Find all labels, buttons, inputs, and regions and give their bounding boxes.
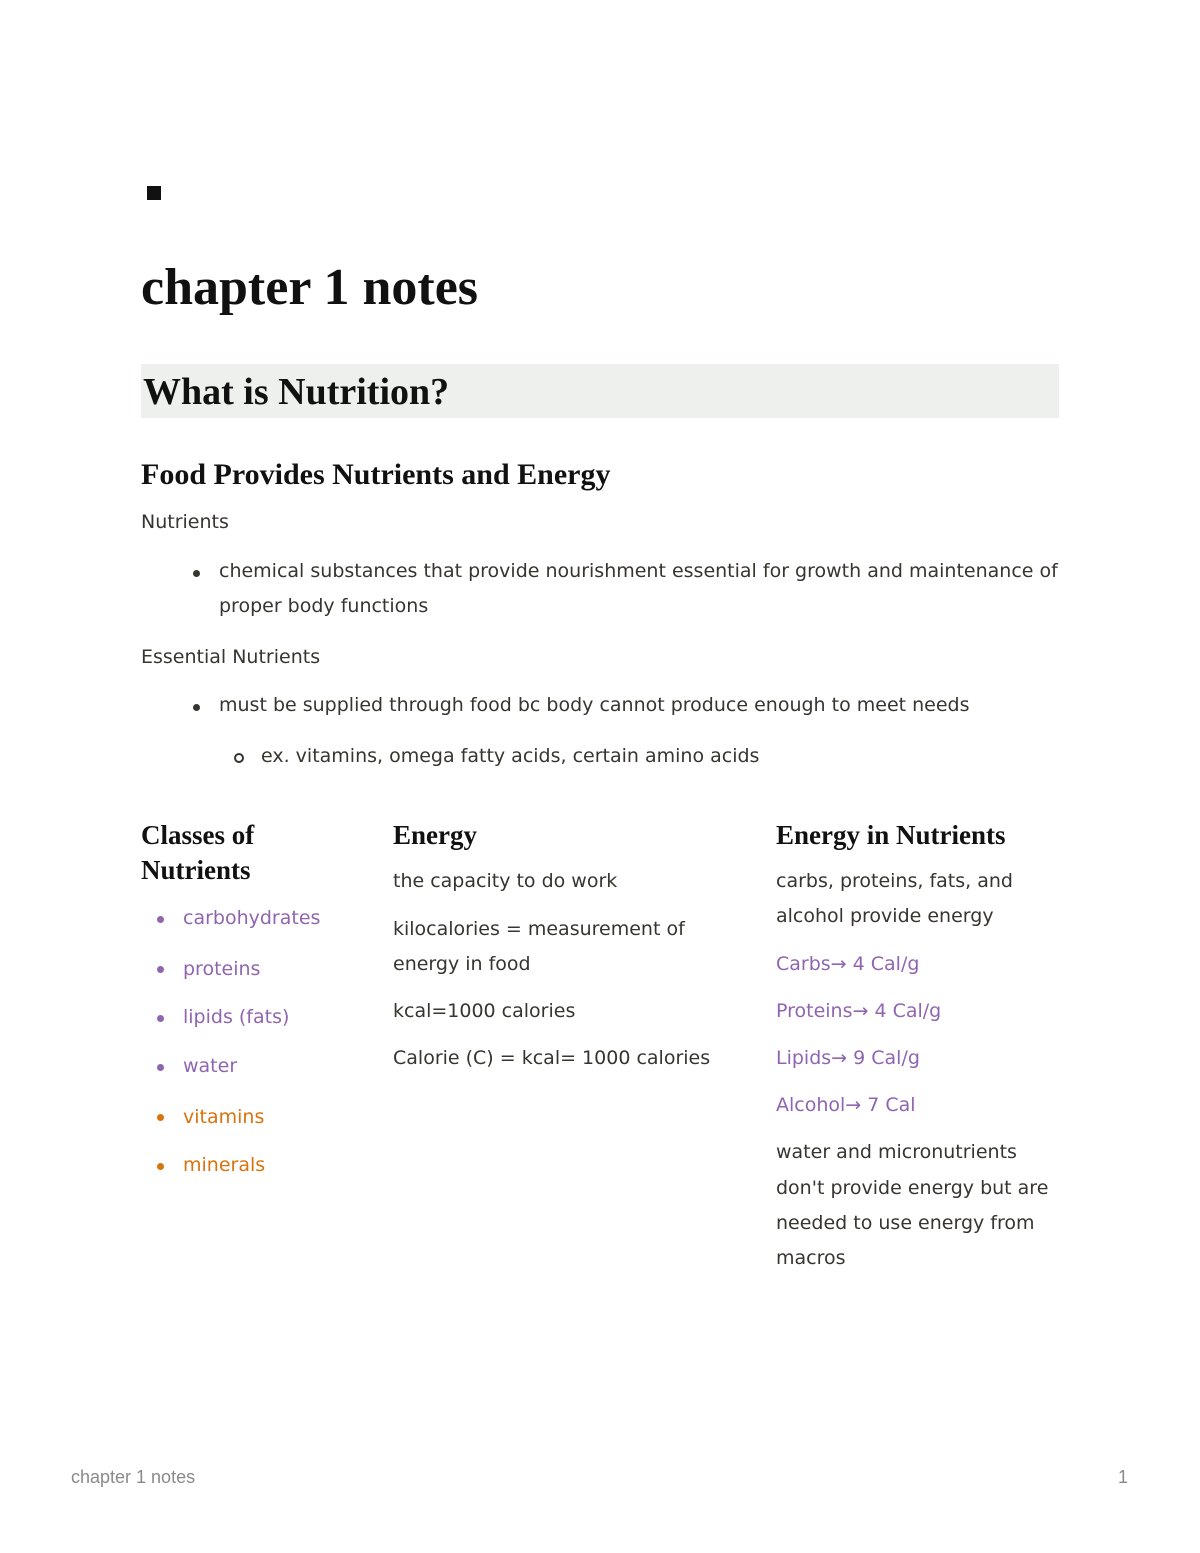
nutrient-class-item: lipids (fats) bbox=[183, 1006, 290, 1028]
footer-title: chapter 1 notes bbox=[71, 1467, 196, 1487]
energy-in-nutrients-outro: macros bbox=[776, 1247, 846, 1269]
energy-line: kcal=1000 calories bbox=[393, 1000, 576, 1022]
bullet-icon bbox=[157, 916, 164, 923]
nutrients-definition-line2: proper body functions bbox=[219, 595, 429, 617]
energy-line: kilocalories = measurement of bbox=[393, 918, 685, 940]
nutrient-class-item: minerals bbox=[183, 1154, 266, 1176]
energy-in-nutrients-outro: don't provide energy but are bbox=[776, 1177, 1049, 1199]
hollow-bullet-icon bbox=[234, 753, 244, 763]
page-square-icon bbox=[147, 186, 161, 200]
energy-line: Calorie (C) = kcal= 1000 calories bbox=[393, 1047, 711, 1069]
essential-nutrients-label: Essential Nutrients bbox=[141, 646, 321, 668]
calorie-value-lipids: Lipids→ 9 Cal/g bbox=[776, 1047, 920, 1069]
calorie-value-alcohol: Alcohol→ 7 Cal bbox=[776, 1094, 916, 1116]
heading-food-provides: Food Provides Nutrients and Energy bbox=[141, 458, 611, 491]
page-title: chapter 1 notes bbox=[141, 259, 479, 316]
energy-line: energy in food bbox=[393, 953, 531, 975]
classes-heading-line2: Nutrients bbox=[141, 855, 251, 885]
energy-in-nutrients-outro: water and micronutrients bbox=[776, 1141, 1017, 1163]
energy-in-nutrients-outro: needed to use energy from bbox=[776, 1212, 1035, 1234]
heading-what-is-nutrition bbox=[141, 364, 1059, 418]
essential-nutrients-definition: must be supplied through food bc body cannot produce enough to meet needs bbox=[219, 694, 970, 716]
nutrient-class-item: carbohydrates bbox=[183, 907, 321, 929]
heading-what-is-nutrition-text: What is Nutrition? bbox=[143, 371, 450, 413]
energy-in-nutrients-intro-line1: carbs, proteins, fats, and bbox=[776, 870, 1013, 892]
bullet-icon bbox=[193, 570, 200, 577]
nutrients-definition-line1: chemical substances that provide nourishment essential for growth and maintenance of bbox=[219, 560, 1058, 582]
energy-line: the capacity to do work bbox=[393, 870, 618, 892]
bullet-icon bbox=[157, 1163, 164, 1170]
bullet-icon bbox=[157, 1015, 164, 1022]
energy-in-nutrients-intro-line2: alcohol provide energy bbox=[776, 905, 994, 927]
bullet-icon bbox=[193, 704, 200, 711]
footer-page-number: 1 bbox=[1118, 1467, 1129, 1487]
nutrient-class-item: vitamins bbox=[183, 1106, 265, 1128]
energy-in-nutrients-heading: Energy in Nutrients bbox=[776, 820, 1006, 850]
nutrient-class-item: proteins bbox=[183, 958, 261, 980]
essential-nutrients-examples: ex. vitamins, omega fatty acids, certain amino acids bbox=[261, 745, 760, 767]
nutrients-label: Nutrients bbox=[141, 511, 229, 533]
calorie-value-carbs: Carbs→ 4 Cal/g bbox=[776, 953, 920, 975]
calorie-value-proteins: Proteins→ 4 Cal/g bbox=[776, 1000, 942, 1022]
classes-heading-line1: Classes of bbox=[141, 820, 255, 850]
nutrient-class-item: water bbox=[183, 1055, 238, 1077]
bullet-icon bbox=[157, 966, 164, 973]
bullet-icon bbox=[157, 1064, 164, 1071]
energy-heading: Energy bbox=[393, 820, 477, 850]
bullet-icon bbox=[157, 1114, 164, 1121]
